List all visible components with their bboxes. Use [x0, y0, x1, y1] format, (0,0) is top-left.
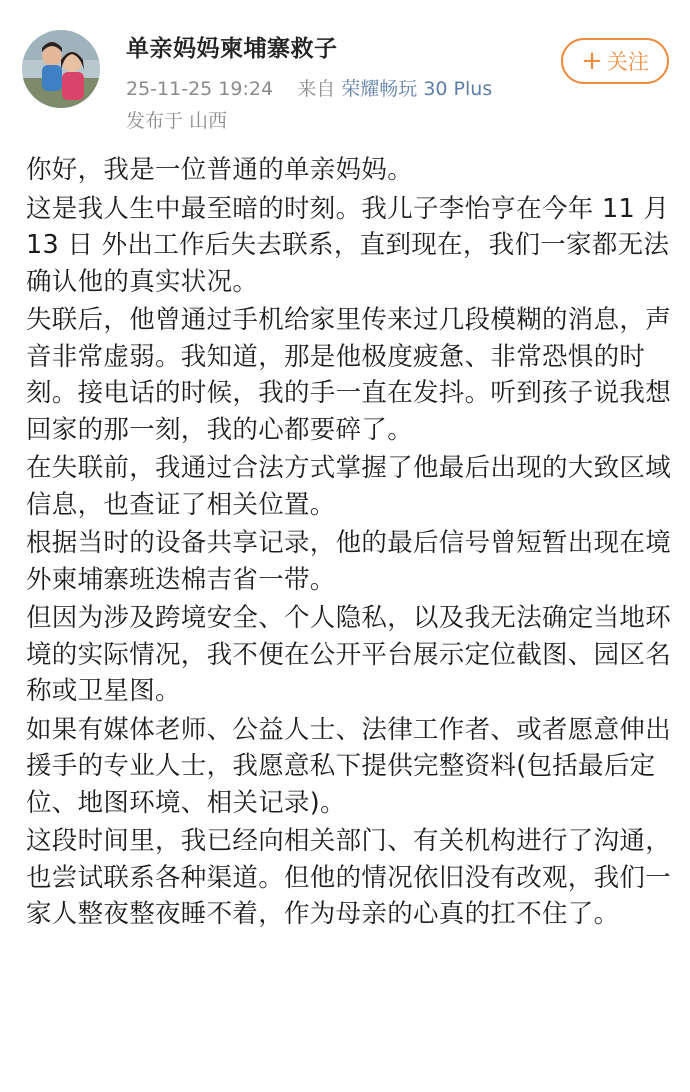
follow-button[interactable] — [561, 38, 669, 84]
post-paragraph: 但因为涉及跨境安全、个人隐私，以及我无法确定当地环境的实际情况，我不便在公开平台展示定位截图、园区名称或卫星图。 — [26, 603, 672, 706]
post-paragraph: 这是我人生中最至暗的时刻。我儿子李怡亨在今年 11 月 13 日 外出工作后失去联系，直到现在，我们一家都无法确认他的真实状况。 — [26, 193, 670, 297]
avatar-photo — [22, 30, 100, 108]
post-paragraph: 根据当时的设备共享记录，他的最后信号曾短暂出现在境外柬埔寨班迭棉吉省一带。 — [26, 528, 672, 595]
post-location: 发布于 山西 — [126, 110, 228, 132]
post-meta — [126, 74, 492, 101]
follow-label: 关注 — [606, 50, 649, 74]
post-paragraph: 这段时间里，我已经向相关部门、有关机构进行了沟通，也尝试联系各种渠道。但他的情况依旧没有改观，我们一家人整夜整夜睡不着，作为母亲的心真的扛不住了。 — [26, 826, 672, 929]
post-timestamp: 25-11-25 19:24 — [126, 78, 274, 100]
post-paragraph: 你好，我是一位普通的单亲妈妈。 — [26, 155, 414, 185]
device-link[interactable]: 荣耀畅玩 30 Plus — [341, 78, 493, 100]
source-prefix: 来自 — [297, 78, 336, 100]
username[interactable]: 单亲妈妈柬埔寨救子 — [126, 36, 338, 62]
avatar[interactable] — [22, 30, 100, 108]
post-content — [26, 152, 674, 935]
post-paragraph: 失联后，他曾通过手机给家里传来过几段模糊的消息，声音非常虚弱。我知道，那是他极度疲惫、非常恐惧的时刻。接电话的时候，我的手一直在发抖。听到孩子说我想回家的那一刻，我的心都要碎了。 — [26, 305, 672, 445]
post-header — [0, 0, 690, 148]
plus-icon: + — [581, 46, 603, 76]
post-paragraph: 如果有媒体老师、公益人士、法律工作者、或者愿意伸出援手的专业人士，我愿意私下提供完整资料(包括最后定位、地图环境、相关记录)。 — [26, 714, 672, 818]
post-paragraph: 在失联前，我通过合法方式掌握了他最后出现的大致区域信息，也查证了相关位置。 — [26, 453, 672, 520]
